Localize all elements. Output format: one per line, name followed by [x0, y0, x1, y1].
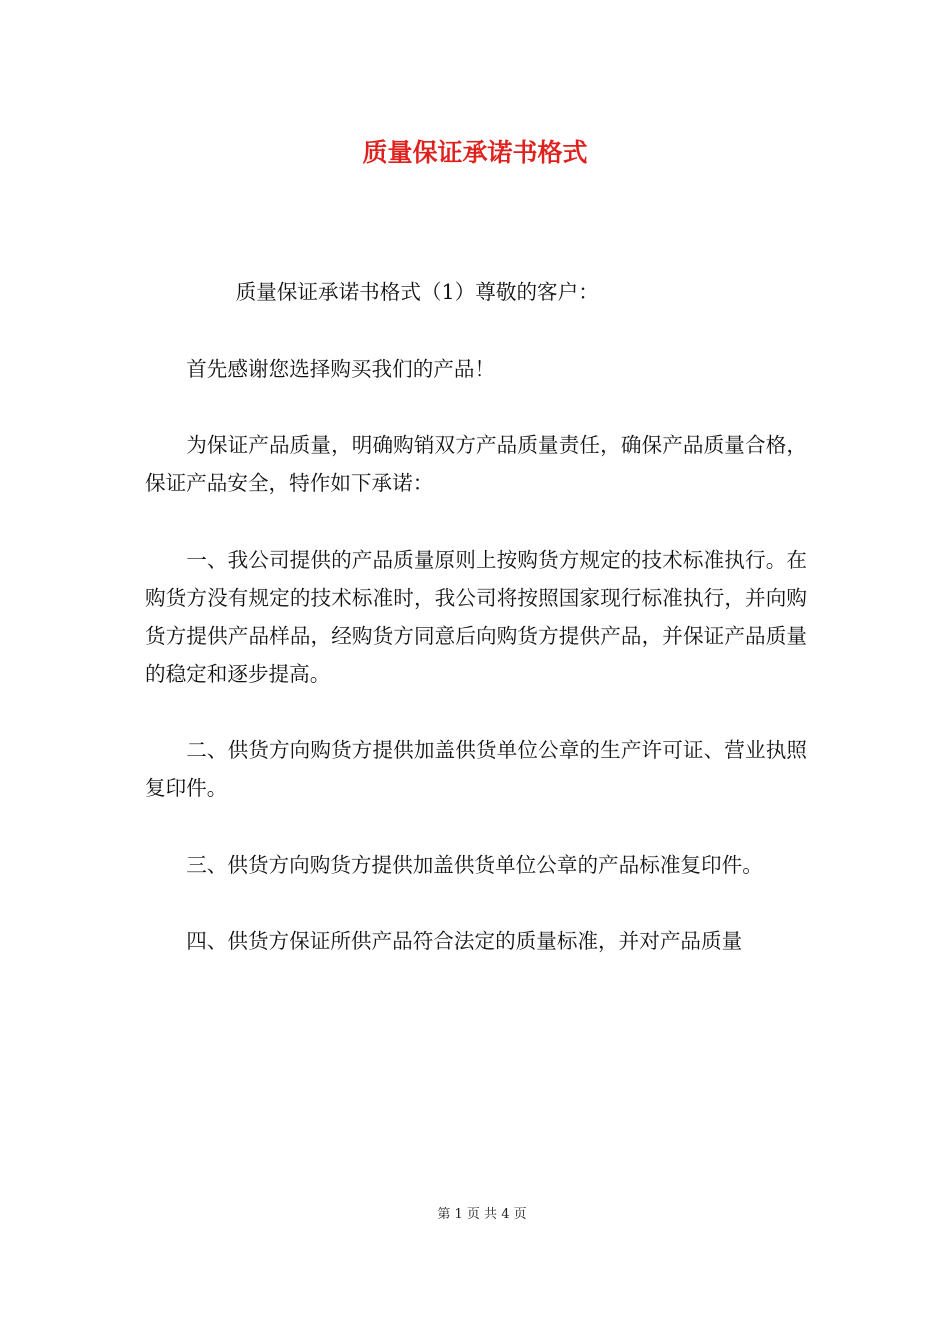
page-number-footer: 第 1 页 共 4 页 [437, 1207, 527, 1222]
document-body [145, 273, 807, 999]
paragraph-commitment-4: 四、供货方保证所供产品符合法定的质量标准，并对产品质量 [186, 929, 743, 953]
paragraph-commitment-1: 一、我公司提供的产品质量原则上按购货方规定的技术标准执行。在购货方没有规定的技术标准时，我公司将按照国家现行标准执行，并向购货方提供产品样品，经购货方同意后向购货方提供产品，并保证产品质量的稳定和逐步提高。 [145, 547, 807, 686]
paragraph-salutation: 质量保证承诺书格式（1）尊敬的客户： [235, 280, 599, 304]
paragraph-commitment-3: 三、供货方向购货方提供加盖供货单位公章的产品标准复印件。 [186, 852, 763, 877]
paragraph-commitment-2: 二、供货方向购货方提供加盖供货单位公章的生产许可证、营业执照复印件。 [145, 738, 807, 800]
paragraph-thanks: 首先感谢您选择购买我们的产品！ [186, 356, 496, 381]
paragraph-purpose: 为保证产品质量，明确购销双方产品质量责任，确保产品质量合格，保证产品安全，特作如下承诺： [145, 433, 807, 495]
document-title: 质量保证承诺书格式 [362, 138, 588, 167]
